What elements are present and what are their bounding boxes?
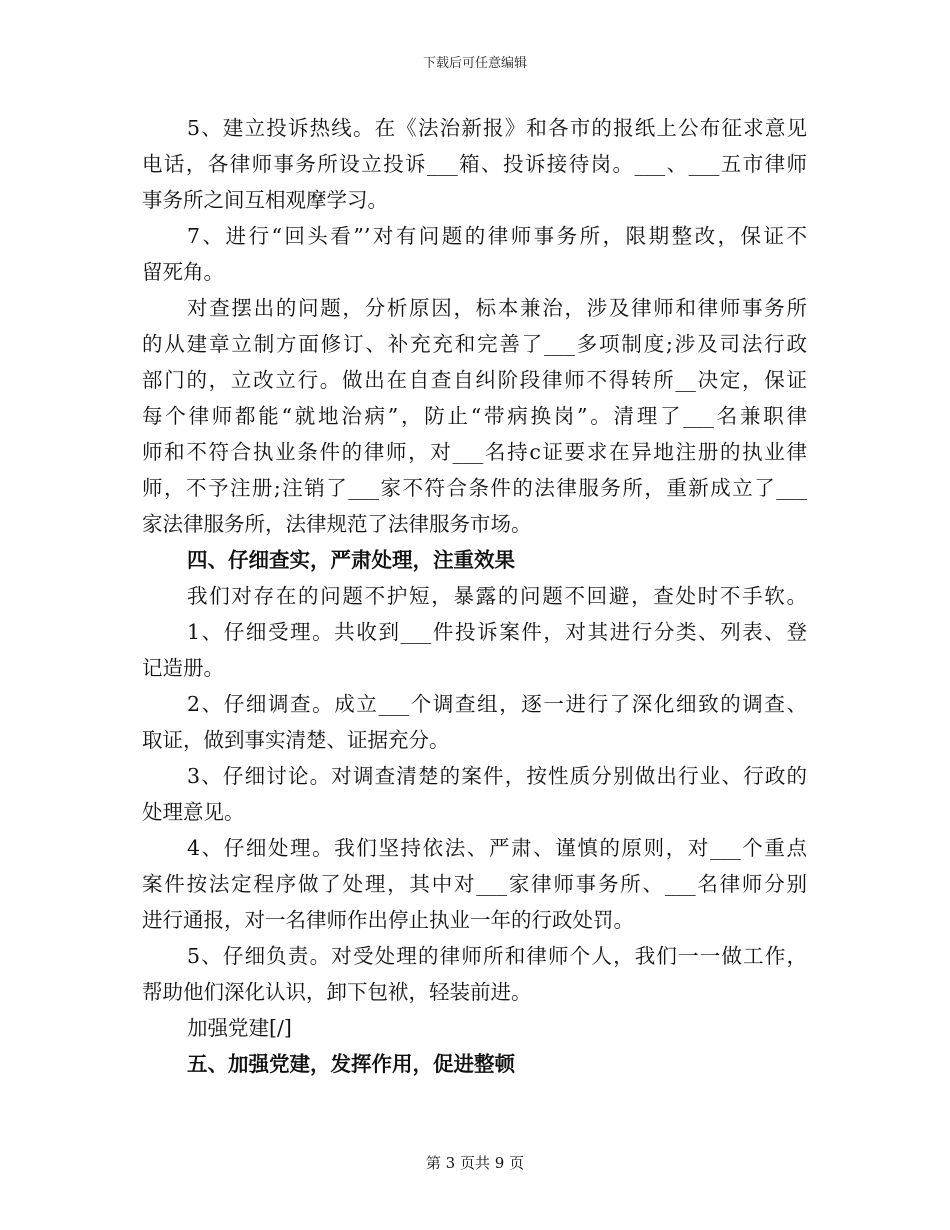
paragraph-line: 进行通报，对一名律师作出停止执业一年的行政处罚。 [142, 908, 634, 932]
paragraph-line: 5、仔细负责。对受处理的律师所和律师个人，我们一一做工作， [187, 944, 807, 968]
paragraph-line: 处理意见。 [142, 800, 245, 824]
paragraph-line: 部门的，立改立行。做出在自查自纠阶段律师不得转所__决定，保证 [142, 368, 807, 392]
paragraph-line: 事务所之间互相观摩学习。 [142, 188, 388, 212]
paragraph-line: 加强党建[/] [187, 1016, 292, 1040]
paragraph-line: 4、仔细处理。我们坚持依法、严肃、谨慎的原则，对___个重点 [187, 836, 807, 860]
paragraph-line: 3、仔细讨论。对调查清楚的案件，按性质分别做出行业、行政的 [187, 764, 807, 788]
section-heading: 五、加强党建，发挥作用，促进整顿 [187, 1052, 515, 1076]
paragraph-line: 帮助他们深化认识，卸下包袱，轻装前进。 [142, 980, 532, 1004]
paragraph-line: 2、仔细调查。成立___个调查组，逐一进行了深化细致的调查、 [187, 692, 807, 716]
paragraph-line: 的从建章立制方面修订、补充充和完善了___多项制度;涉及司法行政 [142, 332, 807, 356]
section-heading: 四、仔细查实，严肃处理，注重效果 [187, 548, 515, 572]
paragraph-line: 师，不予注册;注销了___家不符合条件的法律服务所，重新成立了___ [142, 476, 807, 500]
page-number: 第 3 页共 9 页 [425, 1154, 525, 1172]
page-header: 下载后可任意编辑 [422, 56, 527, 71]
paragraph-line: 每个律师都能“就地治病”，防止“带病换岗”。清理了___名兼职律 [142, 404, 807, 428]
paragraph-line: 留死角。 [142, 260, 224, 284]
document-body [142, 110, 807, 1082]
paragraph-line: 对查摆出的问题，分析原因，标本兼治，涉及律师和律师事务所 [187, 296, 807, 320]
paragraph-line: 家法律服务所，法律规范了法律服务市场。 [142, 512, 532, 536]
paragraph-line: 5、建立投诉热线。在《法治新报》和各市的报纸上公布征求意见 [187, 116, 807, 140]
paragraph-line: 7、进行“回头看”’对有问题的律师事务所，限期整改，保证不 [187, 224, 807, 248]
paragraph-line: 我们对存在的问题不护短，暴露的问题不回避，查处时不手软。 [187, 584, 807, 608]
paragraph-line: 案件按法定程序做了处理，其中对___家律师事务所、___名律师分别 [142, 872, 807, 896]
paragraph-line: 电话，各律师事务所设立投诉___箱、投诉接待岗。___、___五市律师 [142, 152, 807, 176]
paragraph-line: 取证，做到事实清楚、证据充分。 [142, 728, 450, 752]
paragraph-line: 1、仔细受理。共收到___件投诉案件，对其进行分类、列表、登 [187, 620, 807, 644]
paragraph-line: 记造册。 [142, 656, 224, 680]
paragraph-line: 师和不符合执业条件的律师，对___名持c证要求在异地注册的执业律 [142, 440, 807, 464]
